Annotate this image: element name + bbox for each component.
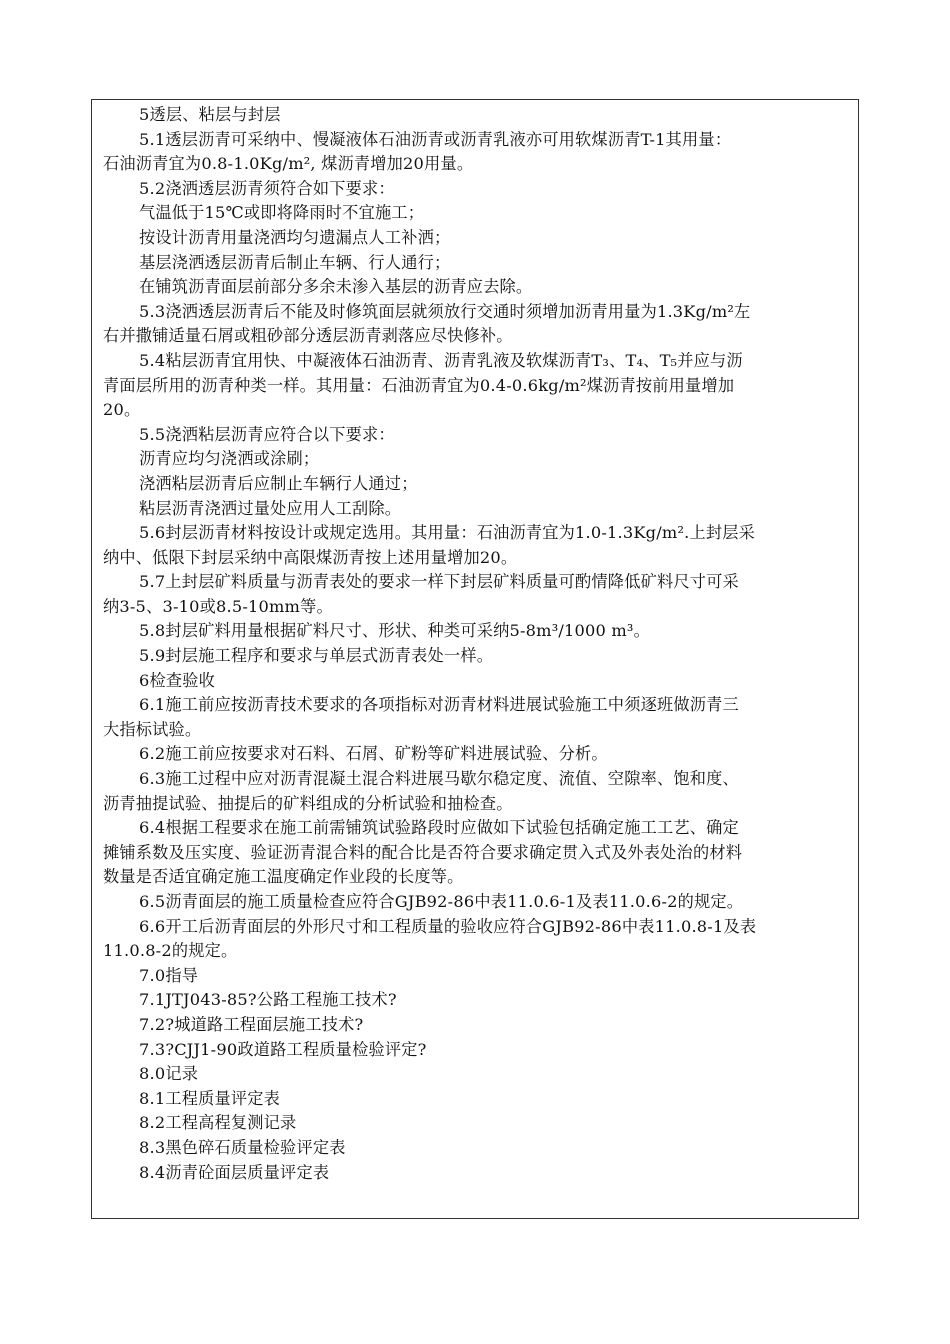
document-body <box>103 103 851 1185</box>
text-line: 8.2工程高程复测记录 <box>139 1113 297 1133</box>
text-line: 7.2?城道路工程面层施工技术? <box>139 1014 364 1034</box>
text-line: 8.0记录 <box>139 1064 199 1084</box>
text-line: 按设计沥青用量浇洒均匀遗漏点人工补洒； <box>139 227 451 247</box>
text-line: 6.6开工后沥青面层的外形尺寸和工程质量的验收应符合GJB92-86中表11.0.8-1及表 <box>139 916 757 936</box>
text-line: 数量是否适宜确定施工温度确定作业段的长度等。 <box>103 867 464 887</box>
text-line: 5.8封层矿料用量根据矿料尺寸、形状、种类可采纳5-8m³/1000 m³。 <box>139 621 651 641</box>
text-line: 5.7上封层矿料质量与沥青表处的要求一样下封层矿料质量可酌情降低矿料尺寸可采 <box>139 572 739 592</box>
text-line: 沥青抽提试验、抽提后的矿料组成的分析试验和抽检查。 <box>103 793 513 813</box>
text-line: 11.0.8-2的规定。 <box>103 941 238 961</box>
text-line: 沥青应均匀浇洒或涂刷； <box>139 449 320 469</box>
text-line: 纳中、低限下封层采纳中高限煤沥青按上述用量增加20。 <box>103 547 518 567</box>
text-line: 浇洒粘层沥青后应制止车辆行人通过； <box>139 473 418 493</box>
text-line: 基层浇洒透层沥青后制止车辆、行人通行； <box>139 252 451 272</box>
text-line: 纳3-5、3-10或8.5-10mm等。 <box>103 596 333 616</box>
text-line: 5.2浇洒透层沥青须符合如下要求： <box>139 178 395 198</box>
text-line: 在铺筑沥青面层前部分多余未渗入基层的沥青应去除。 <box>139 277 533 297</box>
text-line: 青面层所用的沥青种类一样。其用量：石油沥青宜为0.4-0.6kg/m²煤沥青按前用量增加 <box>103 375 735 395</box>
text-line: 8.3黑色碎石质量检验评定表 <box>139 1137 346 1157</box>
text-line: 石油沥青宜为0.8-1.0Kg/m², 煤沥青增加20用量。 <box>103 154 474 174</box>
text-line: 大指标试验。 <box>103 719 202 739</box>
text-line: 5透层、粘层与封层 <box>139 105 281 124</box>
text-line: 7.3?CJJ1-90政道路工程质量检验评定? <box>139 1039 427 1059</box>
text-line: 5.5浇洒粘层沥青应符合以下要求： <box>139 424 395 444</box>
text-line: 7.0指导 <box>139 965 199 985</box>
text-line: 8.1工程质量评定表 <box>139 1088 281 1108</box>
text-line: 6检查验收 <box>139 670 216 690</box>
text-line: 7.1JTJ043-85?公路工程施工技术? <box>139 990 397 1010</box>
text-line: 5.9封层施工程序和要求与单层式沥青表处一样。 <box>139 646 494 666</box>
text-line: 20。 <box>103 400 141 420</box>
text-line: 气温低于15℃或即将降雨时不宜施工； <box>139 203 425 223</box>
text-line: 8.4沥青砼面层质量评定表 <box>139 1162 330 1182</box>
text-line: 右并撒铺适量石屑或粗砂部分透层沥青剥落应尽快修补。 <box>103 326 513 346</box>
text-line: 6.2施工前应按要求对石料、石屑、矿粉等矿料进展试验、分析。 <box>139 744 608 764</box>
text-line: 6.3施工过程中应对沥青混凝土混合料进展马歇尔稳定度、流值、空隙率、饱和度、 <box>139 769 739 789</box>
text-line: 摊铺系数及压实度、验证沥青混合料的配合比是否符合要求确定贯入式及外表处治的材料 <box>103 842 743 862</box>
text-line: 6.1施工前应按沥青技术要求的各项指标对沥青材料进展试验施工中须逐班做沥青三 <box>139 695 739 715</box>
document-frame <box>91 99 859 1219</box>
text-line: 5.1透层沥青可采纳中、慢凝液体石油沥青或沥青乳液亦可用软煤沥青T-1其用量： <box>139 129 732 149</box>
text-line: 6.5沥青面层的施工质量检查应符合GJB92-86中表11.0.6-1及表11.0.6-2的规定。 <box>139 892 744 911</box>
text-line: 5.6封层沥青材料按设计或规定选用。其用量：石油沥青宜为1.0-1.3Kg/m².上封层采 <box>139 523 756 543</box>
text-line: 5.4粘层沥青宜用快、中凝液体石油沥青、沥青乳液及软煤沥青T₃、T₄、T₅并应与沥 <box>139 350 743 370</box>
text-line: 粘层沥青浇洒过量处应用人工刮除。 <box>139 498 402 518</box>
text-line: 5.3浇洒透层沥青后不能及时修筑面层就须放行交通时须增加沥青用量为1.3Kg/m²左 <box>139 301 751 321</box>
text-line: 6.4根据工程要求在施工前需铺筑试验路段时应做如下试验包括确定施工工艺、确定 <box>139 818 739 838</box>
